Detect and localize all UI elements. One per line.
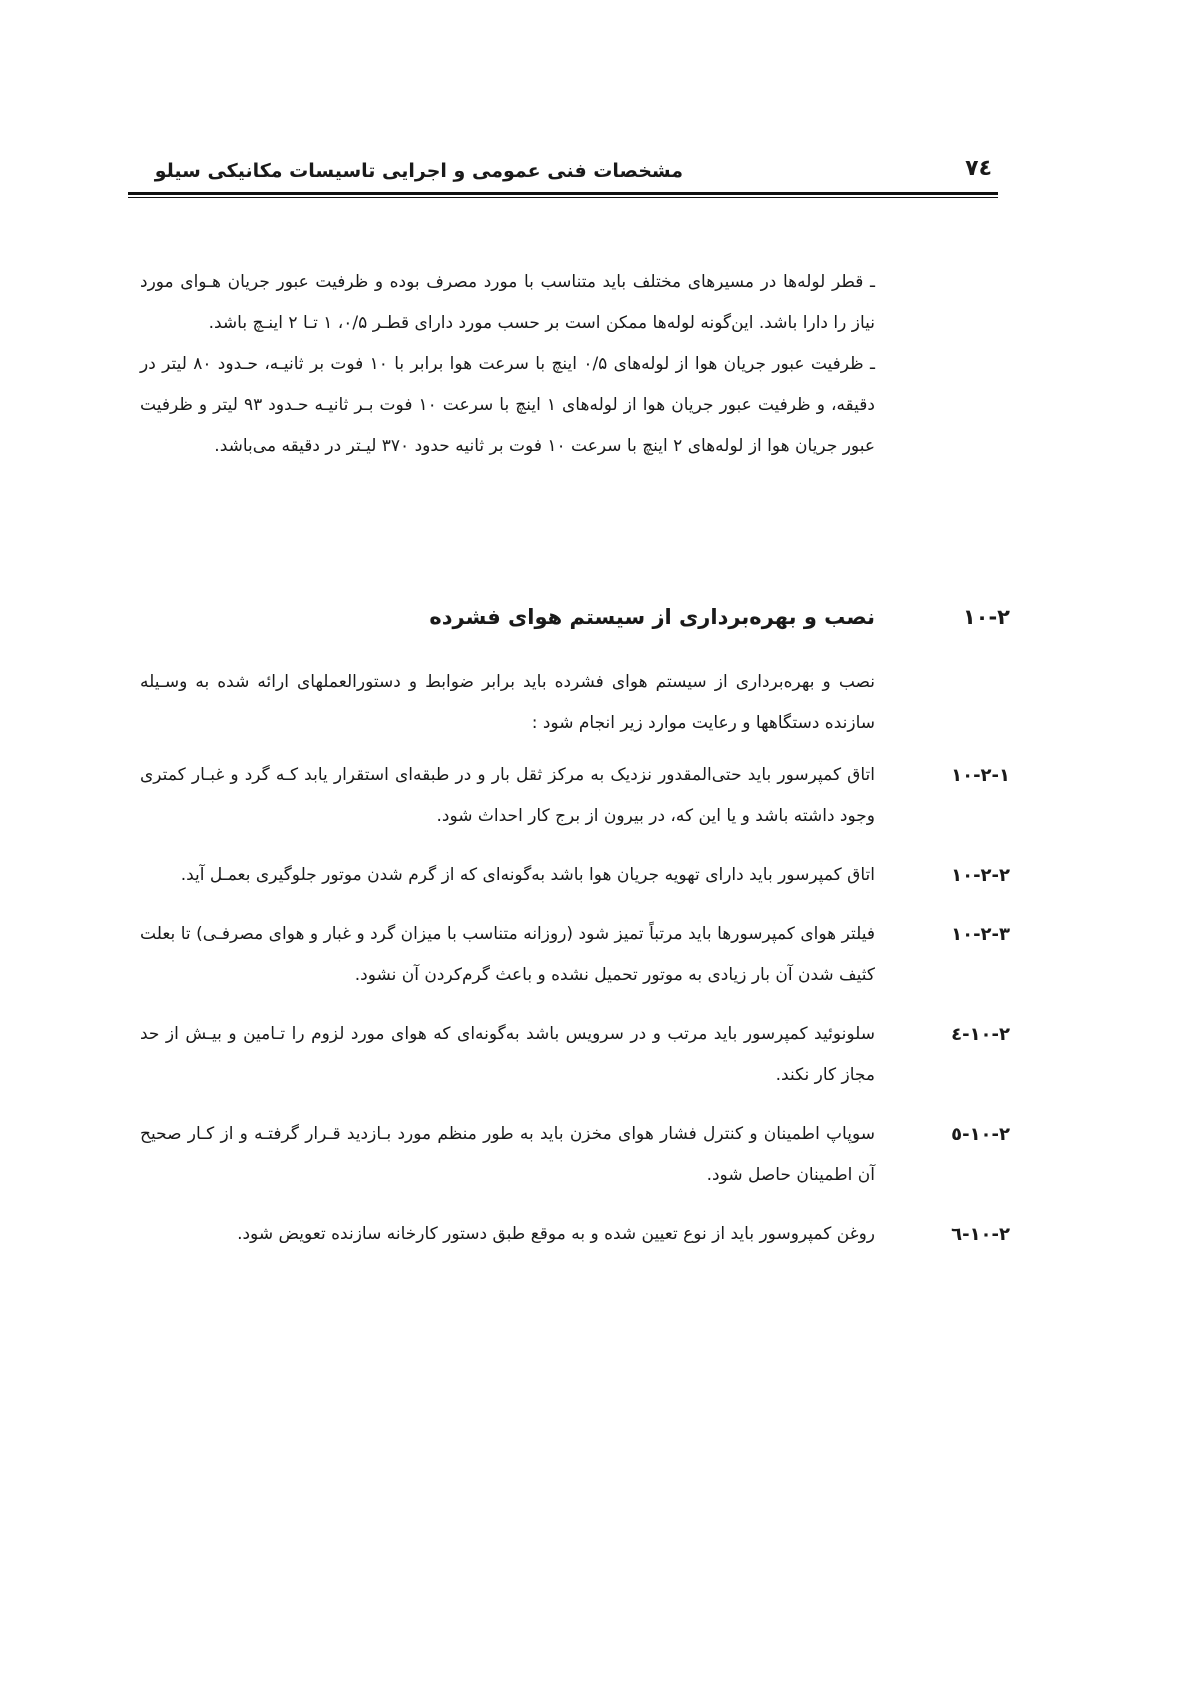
item-number: ۱۰-۲-٦ xyxy=(951,1224,1010,1245)
running-title: مشخصات فنی عمومی و اجرایی تاسیسات مکانیکی سیلو xyxy=(154,160,683,182)
section-intro xyxy=(140,662,875,744)
bullet-list xyxy=(140,262,875,467)
section-title: نصب و بهره‌برداری از سیستم هوای فشرده xyxy=(429,605,875,629)
item-number: ۱۰-۲-٤ xyxy=(951,1024,1010,1045)
section-heading xyxy=(140,605,1010,645)
page-header xyxy=(128,148,998,198)
list-item xyxy=(140,755,1010,837)
list-item xyxy=(140,1114,1010,1196)
list-item xyxy=(140,1014,1010,1096)
list-item xyxy=(140,1214,1010,1255)
item-text: فیلتر هوای کمپرسورها باید مرتباً تمیز شود (روزانه متناسب با میزان گرد و غبار و هوای مصرفـی) تا بعلت کثیف شدن آن بار زیادی به موتور تحمیل نشده و باعث گرم‌کردن آن نشود. xyxy=(140,924,875,985)
item-text: اتاق کمپرسور باید حتی‌المقدور نزدیک به مرکز ثقل بار و در طبقه‌ای استقرار یابد کـه گرد و غبـار کمتری وجود داشته باشد و یا این که، در بیرون از برج کار احداث شود. xyxy=(140,765,875,826)
header-rule-thick xyxy=(128,192,998,195)
item-number: ۱۰-۲-۳ xyxy=(951,924,1010,945)
item-text: روغن کمپروسور باید از نوع تعیین شده و به موقع طبق دستور کارخانه سازنده تعویض شود. xyxy=(237,1224,875,1244)
item-text: سلونوئید کمپرسور باید مرتب و در سرویس باشد به‌گونه‌ای که هوای مورد لزوم را تـامین و بیـش از حد مجاز کار نکند. xyxy=(140,1024,875,1085)
item-number: ۱۰-۲-٥ xyxy=(951,1124,1010,1145)
section-number: ۱۰-۲ xyxy=(962,605,1010,629)
list-item xyxy=(140,914,1010,996)
page-number: ۷٤ xyxy=(965,156,992,181)
numbered-items xyxy=(140,755,1010,1273)
item-text: سوپاپ اطمینان و کنترل فشار هوای مخزن باید به طور منظم مورد بـازدید قـرار گرفتـه و از کـار صحیح آن اطمینان حاصل شود. xyxy=(140,1124,875,1185)
bullet-paragraph: ـ ظرفیت عبور جریان هوا از لوله‌های ۰/۵ اینچ با سرعت هوا برابر با ۱۰ فوت بر ثانیـه، حـدود ۸۰ لیتر در دقیقه، و ظرفیت عبور جریان هوا از لوله‌های ۱ اینچ با سرعت ۱۰ فوت بـر ثانیـه حـدود ۹۳ لیتر و ظرفیت عبور جریان هوا از لوله‌های ۲ اینچ با سرعت ۱۰ فوت بر ثانیه حدود ۳۷۰ لیـتر در دقیقه می‌باشد. xyxy=(140,354,875,456)
item-text: اتاق کمپرسور باید دارای تهویه جریان هوا باشد به‌گونه‌ای که از گرم شدن موتور جلوگیری بعمـل آید. xyxy=(180,865,875,885)
item-number: ۱۰-۲-۱ xyxy=(951,765,1010,786)
header-rule-thin xyxy=(128,197,998,198)
intro-paragraph: نصب و بهره‌برداری از سیستم هوای فشرده باید برابر ضوابط و دستورالعملهای ارائه شده به وسـیله سازنده دستگاهها و رعایت موارد زیر انجام شود : xyxy=(140,672,875,733)
bullet-paragraph: ـ قطر لوله‌ها در مسیرهای مختلف باید متناسب با مورد مصرف بوده و ظرفیت عبور جریان هـوای مورد نیاز را دارا باشد. این‌گونه لوله‌ها ممکن است بر حسب مورد دارای قطـر ۰/۵، ۱ تـا ۲ اینـچ باشد. xyxy=(140,272,875,333)
list-item xyxy=(140,855,1010,896)
item-number: ۱۰-۲-۲ xyxy=(951,865,1010,886)
